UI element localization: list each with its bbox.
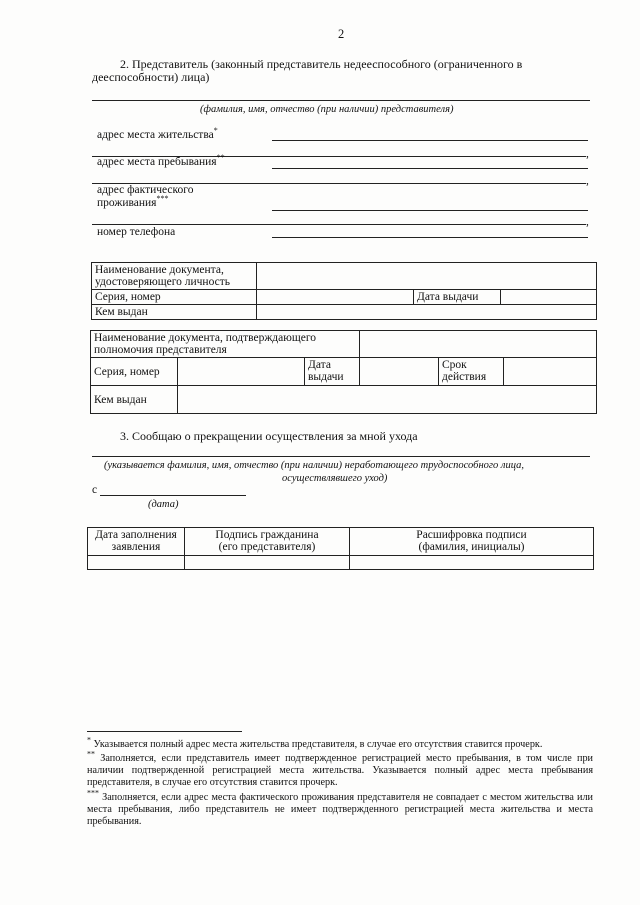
- page-number: 2: [338, 27, 345, 41]
- from-label: с: [92, 484, 98, 496]
- phone-label: номер телефона: [97, 226, 176, 238]
- address-residence-field[interactable]: [272, 140, 588, 141]
- signature-table: [87, 527, 594, 570]
- footnote-text: Заполняется, если представитель имеет подтвержденное регистрацией место пребывания, в том числе при наличии подтвержденной регистрацией места жительства. Указывается полный адрес места пребывания представителя, в случае его отсутствия ставится прочерк.: [87, 753, 593, 788]
- header-line: заявления: [111, 541, 161, 553]
- label-line: Дата: [308, 359, 331, 371]
- caregiver-caption-2: осуществлявшего уход): [282, 473, 388, 484]
- footnote-separator: [87, 731, 242, 732]
- identity-document-table: [91, 262, 597, 320]
- header-line: Подпись гражданина: [215, 529, 319, 541]
- section2-heading-cont: дееспособности) лица): [92, 70, 210, 84]
- address-stay-label: адрес места пребывания**: [97, 153, 225, 168]
- fio-line[interactable]: [92, 100, 590, 101]
- fio-caption: (фамилия, имя, отчество (при наличии) представителя): [200, 104, 454, 115]
- footnote-mark: **: [87, 749, 95, 759]
- authority-doc-name-input[interactable]: [360, 331, 597, 358]
- date-caption: (дата): [148, 499, 179, 510]
- phone-field[interactable]: [272, 237, 588, 238]
- signature-input[interactable]: [185, 556, 350, 570]
- comma: ,: [586, 148, 589, 160]
- label-line: удостоверяющего личность: [95, 276, 230, 288]
- authority-doc-name-label: [91, 331, 360, 358]
- date-label: [305, 358, 360, 386]
- fill-date-header: [88, 528, 185, 556]
- caregiver-caption-1: (указывается фамилия, имя, отчество (при наличии) неработающего трудоспособного лица,: [104, 460, 524, 471]
- header-line: (его представителя): [218, 541, 316, 553]
- label-line: Наименование документа, подтверждающего: [94, 332, 316, 344]
- footnote-2: [87, 749, 593, 789]
- footnote-3: [87, 788, 594, 828]
- footnote-text: Заполняется, если адрес места фактического проживания представителя не совпадает с местом жительства или места пребывания, либо представитель не имеет подтвержденного регистрацией места жительства и места пребывания.: [87, 792, 594, 827]
- signature-decoding-input[interactable]: [350, 556, 594, 570]
- address-stay-field[interactable]: [272, 168, 588, 169]
- signature-decoding-header: [350, 528, 594, 556]
- series-number-label: Серия, номер: [91, 358, 178, 386]
- address-actual-label-1: адрес фактического: [97, 184, 194, 196]
- series-number-input[interactable]: [257, 290, 414, 305]
- issue-date-input[interactable]: [501, 290, 597, 305]
- label-line: Наименование документа,: [95, 264, 224, 276]
- label-line: выдачи: [308, 371, 344, 383]
- header-line: Расшифровка подписи: [416, 529, 527, 541]
- caregiver-fio-line[interactable]: [92, 456, 590, 457]
- address-actual-field-2[interactable]: [92, 224, 586, 225]
- series-number-input[interactable]: [178, 358, 305, 386]
- series-number-label: Серия, номер: [92, 290, 257, 305]
- date-field[interactable]: [100, 495, 246, 496]
- fill-date-input[interactable]: [88, 556, 185, 570]
- comma: ,: [586, 216, 589, 228]
- address-actual-field[interactable]: [272, 210, 588, 211]
- issue-date-label: Дата выдачи: [414, 290, 501, 305]
- issued-by-label: Кем выдан: [91, 386, 178, 414]
- comma: ,: [586, 175, 589, 187]
- signature-header: [185, 528, 350, 556]
- footnote-mark: ***: [87, 788, 99, 798]
- section2-heading: 2. Представитель (законный представитель недееспособного (ограниченного в: [120, 57, 523, 71]
- section3-heading: 3. Сообщаю о прекращении осуществления за мной ухода: [120, 429, 418, 443]
- address-actual-label-2: проживания***: [97, 194, 169, 209]
- header-line: Дата заполнения: [95, 529, 177, 541]
- authority-document-table: [90, 330, 597, 414]
- label-line: действия: [442, 371, 487, 383]
- label-line: полномочия представителя: [94, 344, 227, 356]
- issued-by-input[interactable]: [178, 386, 597, 414]
- issued-by-input[interactable]: [257, 305, 597, 320]
- term-label: [439, 358, 504, 386]
- label-line: Срок: [442, 359, 467, 371]
- identity-doc-name-label: [92, 263, 257, 290]
- address-residence-label: адрес места жительства*: [97, 126, 218, 141]
- issued-by-label: Кем выдан: [92, 305, 257, 320]
- header-line: (фамилия, инициалы): [418, 541, 525, 553]
- footnote-1: [87, 735, 593, 751]
- footnote-mark: *: [87, 735, 91, 745]
- identity-doc-name-input[interactable]: [257, 263, 597, 290]
- term-input[interactable]: [504, 358, 597, 386]
- date-input[interactable]: [360, 358, 439, 386]
- footnote-text: Указывается полный адрес места жительства представителя, в случае его отсутствия ставится прочерк.: [93, 739, 543, 750]
